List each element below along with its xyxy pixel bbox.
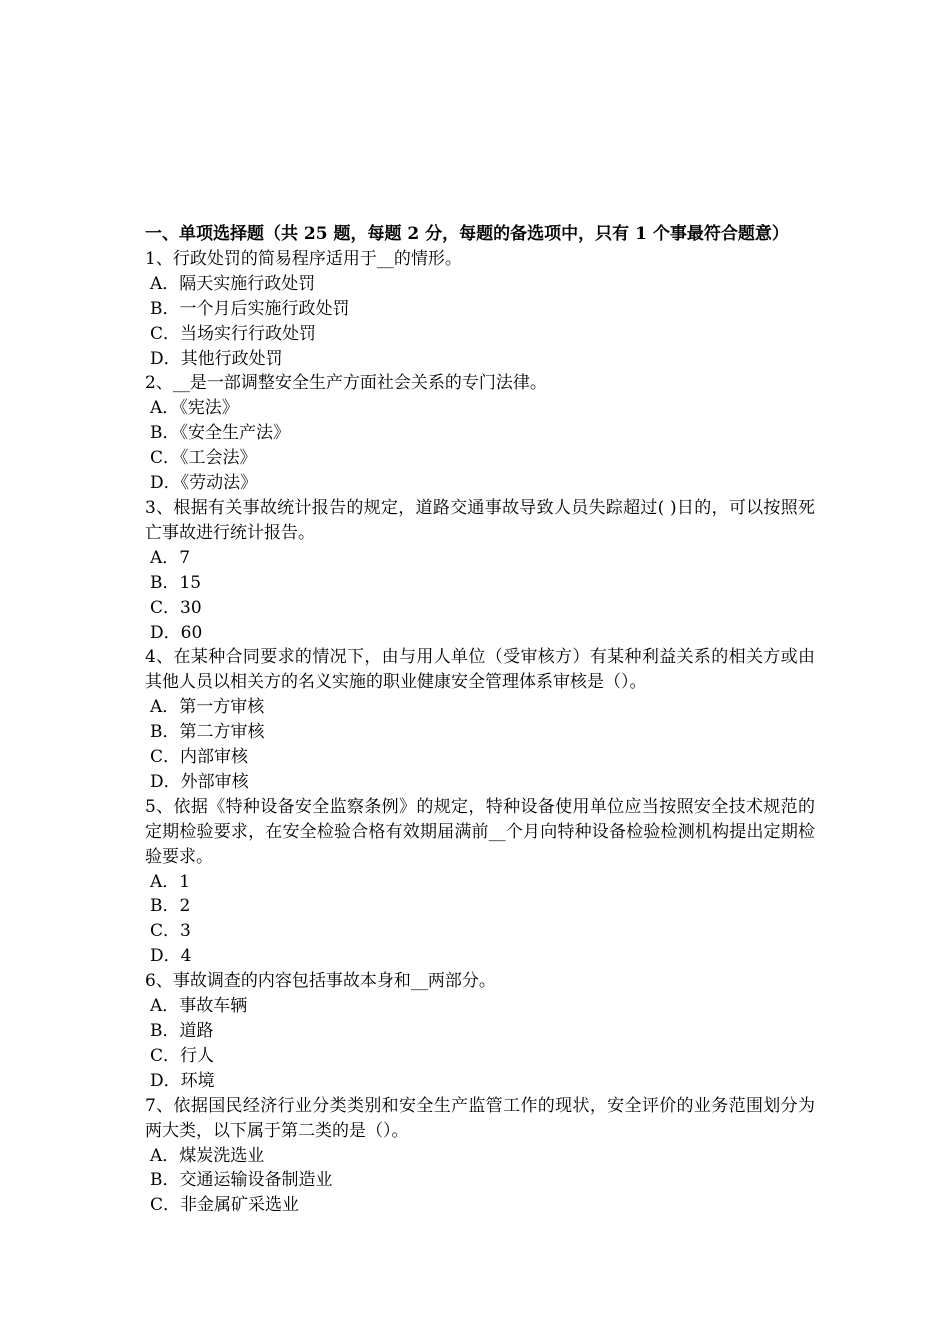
answer-option: B．15 — [150, 572, 202, 593]
answer-option: C．内部审核 — [150, 747, 249, 768]
question-stem: 1、行政处罚的简易程序适用于__的情形。 — [145, 248, 462, 269]
question-block — [145, 969, 815, 1094]
document-page — [145, 222, 815, 1218]
answer-option: A．《宪法》 — [150, 398, 239, 419]
answer-option: C．当场实行行政处罚 — [150, 323, 317, 344]
answer-option: B．一个月后实施行政处罚 — [150, 298, 350, 319]
question-stem: 3、根据有关事故统计报告的规定，道路交通事故导致人员失踪超过( )日的，可以按照死亡事故进行统计报告。 — [145, 497, 815, 543]
answer-option: D．4 — [150, 946, 192, 967]
question-block — [145, 247, 815, 372]
answer-option: B．《安全生产法》 — [150, 423, 290, 444]
answer-option: D．60 — [150, 622, 203, 643]
answer-option: A．隔天实施行政处罚 — [150, 273, 316, 294]
question-block — [145, 371, 815, 496]
question-block — [145, 795, 815, 969]
answer-option: B．第二方审核 — [150, 722, 265, 743]
answer-option: A．煤炭洗选业 — [150, 1145, 265, 1166]
answer-option: D．其他行政处罚 — [150, 348, 283, 369]
question-stem: 7、依据国民经济行业分类类别和安全生产监管工作的现状，安全评价的业务范围划分为两大类，以下属于第二类的是（）。 — [145, 1095, 815, 1141]
answer-option: A．事故车辆 — [150, 996, 248, 1017]
question-stem: 2、__是一部调整安全生产方面社会关系的专门法律。 — [145, 373, 547, 394]
question-block — [145, 496, 815, 645]
question-list — [145, 247, 815, 1218]
answer-option: D．《劳动法》 — [150, 473, 258, 494]
answer-option: A．7 — [150, 547, 191, 568]
answer-option: C．《工会法》 — [150, 448, 257, 469]
question-stem: 6、事故调查的内容包括事故本身和__两部分。 — [145, 971, 496, 992]
section-title: 一、单项选择题（共 25 题，每题 2 分，每题的备选项中，只有 1 个事最符合题意） — [145, 224, 789, 244]
answer-option: B．2 — [150, 896, 191, 917]
answer-option: C．行人 — [150, 1045, 215, 1066]
answer-option: A．1 — [150, 871, 191, 892]
answer-option: D．环境 — [150, 1070, 215, 1091]
answer-option: D．外部审核 — [150, 771, 249, 792]
question-block — [145, 645, 815, 794]
answer-option: C．30 — [150, 597, 202, 618]
question-block — [145, 1094, 815, 1219]
answer-option: B．交通运输设备制造业 — [150, 1170, 333, 1191]
answer-option: A．第一方审核 — [150, 697, 265, 718]
answer-option: C．非金属矿采选业 — [150, 1195, 300, 1216]
answer-option: B．道路 — [150, 1021, 214, 1041]
answer-option: C．3 — [150, 921, 191, 942]
question-stem: 5、依据《特种设备安全监察条例》的规定，特种设备使用单位应当按照安全技术规范的定期检验要求，在安全检验合格有效期届满前__个月向特种设备检验检测机构提出定期检验要求。 — [145, 796, 815, 867]
question-stem: 4、在某种合同要求的情况下，由与用人单位（受审核方）有某种利益关系的相关方或由其他人员以相关方的名义实施的职业健康安全管理体系审核是（）。 — [145, 647, 815, 693]
